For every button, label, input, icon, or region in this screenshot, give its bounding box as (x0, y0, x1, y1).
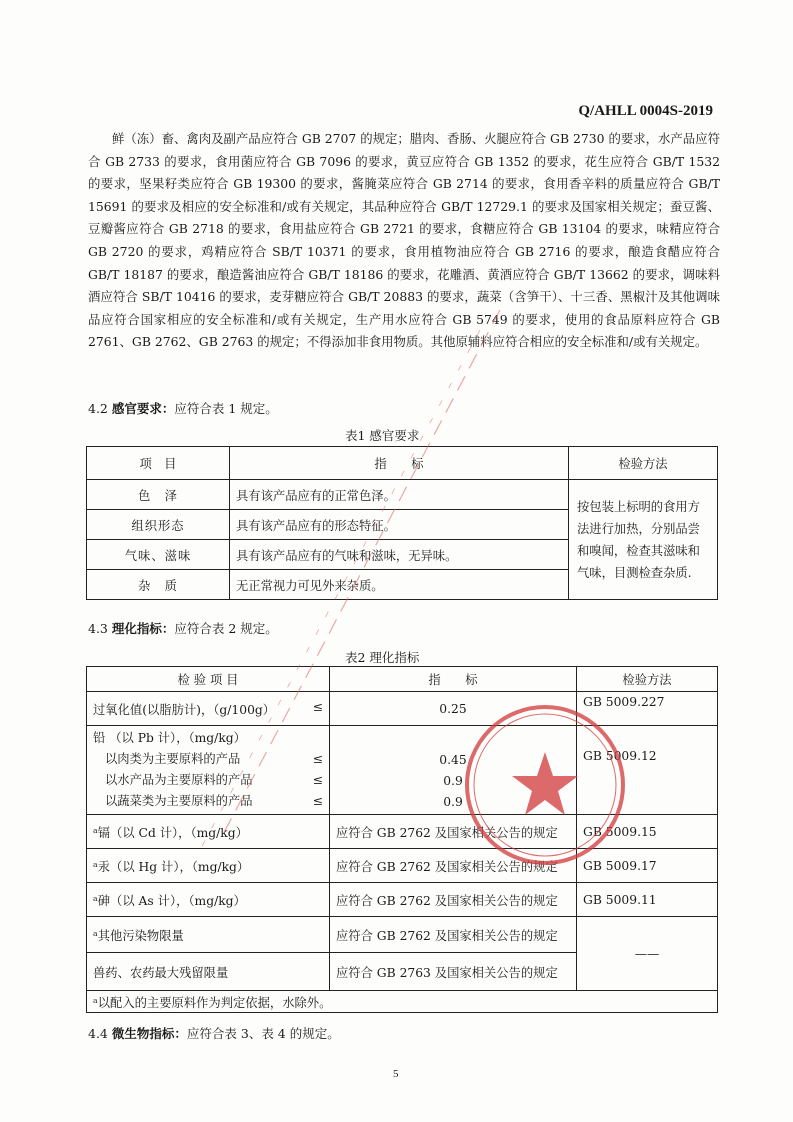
table2-caption: 表2 理化指标 (345, 650, 420, 665)
col-item: 项 目 (87, 447, 230, 480)
row-item: 气味、滋味 (87, 540, 230, 570)
sensory-method: 按包装上标明的食用方法进行加热，分别品尝和嗅闻，检查其滋味和气味，目测检查杂质. (569, 480, 718, 600)
row-item: 杂 质 (87, 570, 230, 600)
section-4-3-title: 理化指标： (111, 621, 175, 636)
section-4-3-text: 应符合表 2 规定。 (174, 621, 278, 636)
other-value: 应符合 GB 2762 及国家相关公告的规定 (330, 917, 577, 953)
lead-sub-op: ≤ (312, 794, 323, 808)
lead-method: GB 5009.12 (577, 726, 718, 815)
arsenic-label: ᵃ砷（以 As 计），（mg/kg） (87, 883, 330, 917)
other-method: —— (577, 917, 718, 991)
section-4-2-text: 应符合表 1 规定。 (174, 401, 278, 416)
lead-sub-label: 以水产品为主要原料的产品 (105, 773, 253, 787)
arsenic-method: GB 5009.11 (577, 883, 718, 917)
row-value: 具有该产品应有的正常色泽。 (230, 480, 569, 510)
lead-sub-value: 0.45 (439, 753, 467, 767)
col-indicator: 指 标 (330, 667, 577, 692)
lead-title: 铅 （以 Pb 计），（mg/kg） (93, 731, 246, 745)
row-item: 色 泽 (87, 480, 230, 510)
lead-sub-label: 以肉类为主要原料的产品 (105, 752, 241, 766)
pesticide-label: 兽药、农药最大残留限量 (87, 953, 330, 991)
arsenic-value: 应符合 GB 2762 及国家相关公告的规定 (330, 883, 577, 917)
lead-sub-op: ≤ (312, 773, 323, 787)
col-method: 检验方法 (569, 447, 718, 480)
row-value: 具有该产品应有的气味和滋味，无异味。 (230, 540, 569, 570)
table1-caption: 表1 感官要求 (345, 428, 420, 443)
row-value: 具有该产品应有的形态特征。 (230, 510, 569, 540)
peroxide-label-text: 过氧化值(以脂肪计)，（g/100g） (93, 702, 276, 717)
mercury-label: ᵃ汞（以 Hg 计），（mg/kg） (87, 849, 330, 883)
table-footnote: ᵃ以配入的主要原料作为判定依据，水除外。 (87, 991, 718, 1013)
pesticide-value: 应符合 GB 2763 及国家相关公告的规定 (330, 953, 577, 991)
peroxide-op: ≤ (312, 699, 323, 714)
section-4-4 (88, 1024, 340, 1042)
section-4-2-num: 4.2 (88, 401, 108, 416)
section-4-4-title: 微生物指标： (111, 1026, 187, 1041)
section-4-4-text: 应符合表 3、表 4 的规定。 (186, 1026, 340, 1041)
section-4-3-num: 4.3 (88, 621, 108, 636)
cadmium-value: 应符合 GB 2762 及国家相关公告的规定 (330, 815, 577, 849)
cadmium-method: GB 5009.15 (577, 815, 718, 849)
lead-sub-op: ≤ (312, 752, 323, 766)
row-item: 组织形态 (87, 510, 230, 540)
table-footnote-row (87, 991, 718, 1013)
table-row-other (87, 917, 718, 953)
col-indicator: 指 标 (230, 447, 569, 480)
section-4-4-num: 4.4 (88, 1026, 108, 1041)
watermark-icon (180, 300, 520, 860)
raw-material-paragraph: 鲜（冻）畜、禽肉及副产品应符合 GB 2707 的规定；腊肉、香肠、火腿应符合 GB 2730 的要求，水产品应符合 GB 2733 的要求，食用菌应符合 GB 7096 的要求，黄豆应符合 GB 1352 的要求，花生应符合 GB/T 1532 的要求，坚果籽类应符合 GB 19300 的要求，酱腌菜应符合 GB 2714 的要求，食用香辛料的质量应符合 GB/T 15691 的要求及相应的安全标准和/或有关规定，其品种应符合 GB/T 12729.1 的要求及国家相关规定；蚕豆酱、豆瓣酱应符合 GB 2718 的要求，食用盐应符合 GB 2721 的要求，食糖应符合 GB 13104 的要求，味精应符合 GB 2720 的要求，鸡精应符合 SB/T 10371 的要求，食用植物油应符合 GB 2716 的要求，酿造食醋应符合 GB/T 18187 的要求，酿造酱油应符合 GB/T 18186 的要求，花雕酒、黄酒应符合 GB/T 13662 的要求，调味料酒应符合 SB/T 10416 的要求，麦芽糖应符合 GB/T 20883 的要求，蔬菜（含笋干）、十三香、黑椒汁及其他调味品应符合国家相应的安全标准和/或有关规定，生产用水应符合 GB 5749 的要求，使用的食品原料应符合 GB 2761、GB 2762、GB 2763 的规定；不得添加非食用物质。其他原辅料应符合相应的安全标准和/或有关规定。 (88, 131, 720, 350)
lead-sub-value: 0.9 (443, 795, 463, 809)
lead-sub-label: 以蔬菜类为主要原料的产品 (105, 794, 253, 808)
col-item: 检 验 项 目 (87, 667, 330, 692)
col-method: 检验方法 (577, 667, 718, 692)
cadmium-label: ᵃ镉（以 Cd 计），（mg/kg） (87, 815, 330, 849)
document-id: Q/AHLL 0004S-2019 (578, 103, 713, 119)
peroxide-method: GB 5009.227 (577, 692, 718, 726)
table-row-arsenic (87, 883, 718, 917)
page-number: 5 (393, 1068, 399, 1080)
section-4-2-title: 感官要求： (111, 401, 175, 416)
peroxide-value: 0.25 (330, 692, 577, 726)
lead-sub-value: 0.9 (443, 774, 463, 788)
row-value: 无正常视力可见外来杂质。 (230, 570, 569, 600)
other-label: ᵃ其他污染物限量 (87, 917, 330, 953)
mercury-method: GB 5009.17 (577, 849, 718, 883)
mercury-value: 应符合 GB 2762 及国家相关公告的规定 (330, 849, 577, 883)
